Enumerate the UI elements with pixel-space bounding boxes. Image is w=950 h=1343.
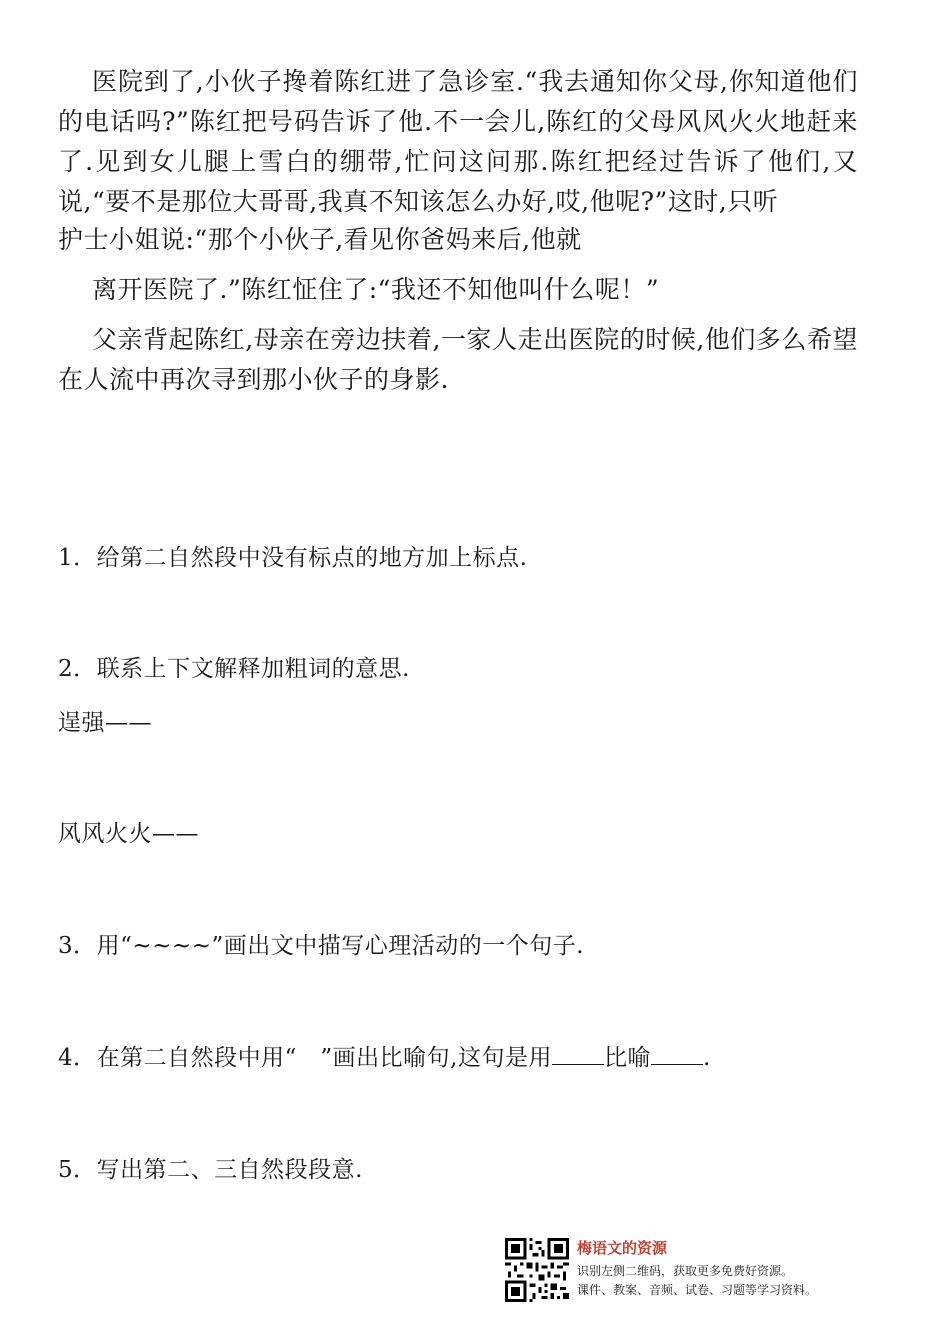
question-3: 3．用“~~~~”画出文中描写心理活动的一个句子. <box>58 933 585 959</box>
passage-paragraph-1: 医院到了,小伙子搀着陈红进了急诊室.“我去通知你父母,你知道他们的电话吗?”陈红把号码告诉了他.不一会儿,陈红的父母风风火火地赶来了.见到女儿腿上雪白的绷带,忙问这问那.陈红把经过告诉了他们,又说,“要不是那位大哥哥,我真不知该怎么办好,哎,他呢?”这时,只听 <box>58 67 858 216</box>
question-1: 1．给第二自然段中没有标点的地方加上标点. <box>58 545 528 571</box>
promo-title: 梅语文的资源 <box>577 1239 668 1257</box>
question-2: 2．联系上下文解释加粗词的意思. <box>58 656 410 682</box>
question-4-text-b: 比喻 <box>603 1045 651 1071</box>
vocab-word-2: 风风火火—— <box>58 821 199 847</box>
question-4-text-c: . <box>702 1045 711 1071</box>
passage-paragraph-2: 离开医院了.”陈红怔住了:“我还不知他叫什么呢！” <box>92 275 660 304</box>
question-4 <box>58 1042 711 1074</box>
passage-paragraph-3: 父亲背起陈红,母亲在旁边扶着,一家人走出医院的时候,他们多么希望在人流中再次寻到那小伙子的身影. <box>58 325 858 394</box>
promo-line-2: 课件、教案、音频、试卷、习题等学习资料。 <box>577 1283 818 1297</box>
answer-blank-2[interactable] <box>651 1042 703 1065</box>
passage-paragraph-1-continued: 护士小姐说:“那个小伙子,看见你爸妈来后,他就 <box>58 225 582 254</box>
reading-passage <box>58 62 858 410</box>
question-4-text-a: 4．在第二自然段中用“ ”画出比喻句,这句是用 <box>58 1045 552 1071</box>
vocab-word-1: 逞强—— <box>58 710 152 736</box>
promo-banner <box>505 1238 885 1306</box>
question-5: 5．写出第二、三自然段段意. <box>58 1157 363 1183</box>
qr-code-icon <box>505 1238 569 1302</box>
promo-line-1: 识别左侧二维码，获取更多免费好资源。 <box>577 1264 794 1278</box>
answer-blank-1[interactable] <box>552 1042 604 1065</box>
